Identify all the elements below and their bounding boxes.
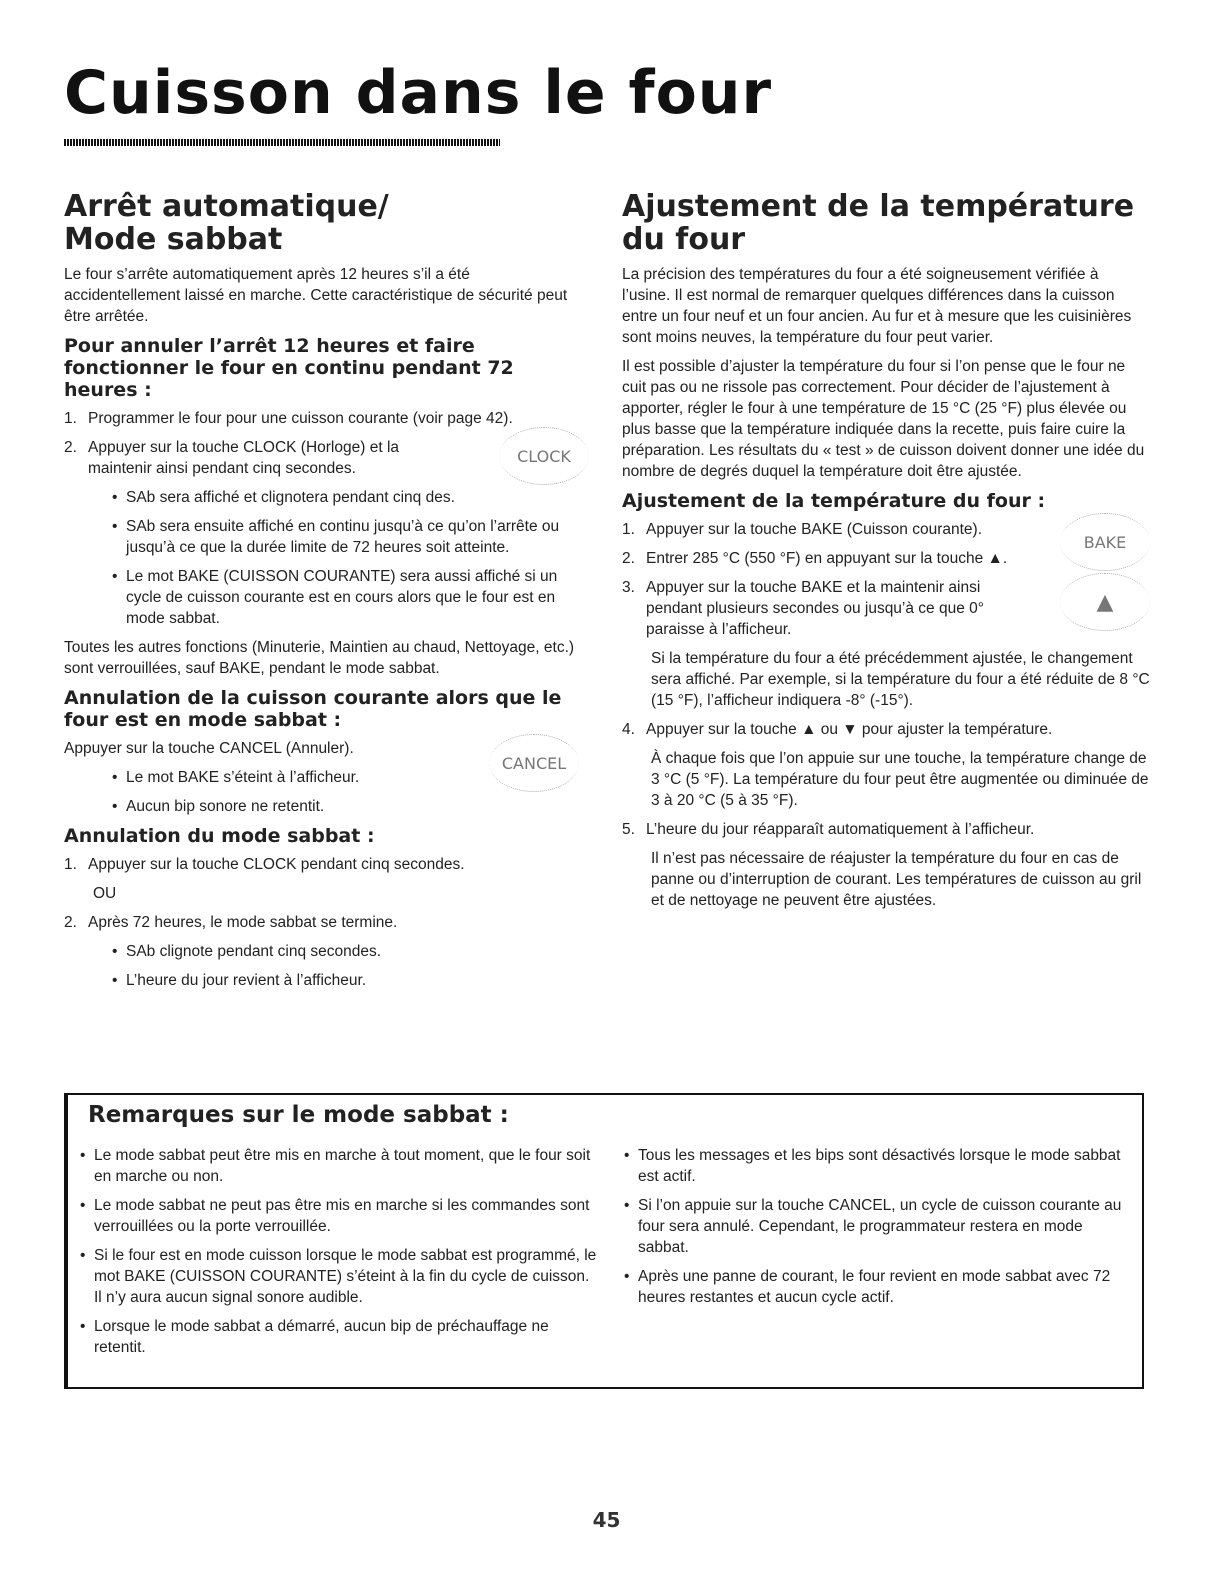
locked-functions-paragraph: Toutes les autres fonctions (Minuterie, Maintien au chaud, Nettoyage, etc.) sont verrouillées, sauf BAKE, pendant le mode sabbat. <box>64 639 575 677</box>
bullet-item: • L’heure du jour revient à l’afficheur. <box>112 972 367 989</box>
step-item: 3. Appuyer sur la touche BAKE et la maintenir ainsi pendant plusieurs secondes ou jusqu’à ce que 0° paraisse à l’afficheur. ▲ <box>622 577 1150 640</box>
bullet-item: • SAb clignote pendant cinq secondes. <box>112 943 382 960</box>
bullet-item: • Le mot BAKE (CUISSON COURANTE) sera aussi affiché si un cycle de cuisson courante est en cours alors que le four est en mode sabbat. <box>112 568 558 627</box>
step-note: À chaque fois que l’on appuie sur une touche, la température change de 3 °C (5 °F). La température du four peut être augmentée ou diminuée de 3 à 20 °C (5 à 35 °F). <box>651 750 1149 809</box>
right-column <box>622 190 1150 919</box>
step-note: Il n’est pas nécessaire de réajuster la température du four en cas de panne ou d’interruption de courant. Les températures de cuisson au gril et de nettoyage ne peuvent être ajustées. <box>651 850 1142 909</box>
left-column <box>64 190 589 999</box>
step-item: 1. Appuyer sur la touche BAKE (Cuisson courante). <box>622 521 983 538</box>
subheading-adjust: Ajustement de la température du four : <box>622 490 1046 512</box>
steps-1-2 <box>622 519 1150 569</box>
step-item: 1. Appuyer sur la touche CLOCK pendant cinq secondes. <box>64 856 465 873</box>
bullet-item: • SAb sera ensuite affiché en continu jusqu’à ce qu’on l’arrête ou jusqu’à ce que la durée limite de 72 heures soit atteinte. <box>112 518 560 556</box>
section-title-sabbath: Arrêt automatique/ Mode sabbat <box>64 189 389 257</box>
bullet-item: • Le mode sabbat peut être mis en marche à tout moment, que le four soit en marche ou non. <box>80 1147 591 1185</box>
subheading-cancel-shutoff: Pour annuler l’arrêt 12 heures et faire fonctionner le four en continu pendant 72 heures : <box>64 335 514 401</box>
bullet-item: • Si le four est en mode cuisson lorsque le mode sabbat est programmé, le mot BAKE (CUISSON COURANTE) s’éteint à la fin du cycle de cuisson. Il n’y aura aucun signal sonore audible. <box>80 1247 597 1306</box>
bullet-item: • SAb sera affiché et clignotera pendant cinq des. <box>112 489 455 506</box>
step-item: 2. Appuyer sur la touche CLOCK (Horloge) et la maintenir ainsi pendant cinq secondes. CLOCK <box>64 437 589 479</box>
step-item: 5. L’heure du jour réapparaît automatiquement à l’afficheur. <box>622 821 1035 838</box>
subheading-cancel-bake: Annulation de la cuisson courante alors que le four est en mode sabbat : <box>64 687 562 731</box>
bullet-item: • Le mode sabbat ne peut pas être mis en marche si les commandes sont verrouillées ou la porte verrouillée. <box>80 1197 590 1235</box>
accuracy-paragraph: La précision des températures du four a été soigneusement vérifiée à l’usine. Il est normal de remarquer quelques différences dans la cuisson entre un four neuf et un four ancien. Au fur et à mesure que les cuisinières sont moins neuves, la température du four peut varier. <box>622 266 1132 346</box>
step-note: Si la température du four a été précédemment ajustée, le changement sera affiché. Par exemple, si la température du four a été réduite de 8 °C (15 °F), l’afficheur indiquera -8° (-15°). <box>651 650 1150 709</box>
bullet-item: • Après une panne de courant, le four revient en mode sabbat avec 72 heures restantes et aucun cycle actif. <box>624 1268 1111 1306</box>
notes-left-column <box>80 1145 600 1366</box>
bullet-item: • Le mot BAKE s’éteint à l’afficheur. <box>112 769 360 786</box>
up-arrow-key-icon: ▲ <box>1060 573 1150 631</box>
bullet-item: • Lorsque le mode sabbat a démarré, aucun bip de préchauffage ne retentit. <box>80 1318 549 1356</box>
cancel-block: Appuyer sur la touche CANCEL (Annuler). CANCEL • Le mot BAKE s’éteint à l’afficheur. • Aucun bip sonore ne retentit. <box>64 738 589 817</box>
intro-paragraph: Le four s’arrête automatiquement après 12 heures s’il a été accidentellement laissé en marche. Cette caractéristique de sécurité peut être arrêtée. <box>64 266 568 325</box>
clock-key-icon: CLOCK <box>499 427 589 485</box>
bullet-item: • Tous les messages et les bips sont désactivés lorsque le mode sabbat est actif. <box>624 1147 1121 1185</box>
adjust-paragraph: Il est possible d’ajuster la température du four si l’on pense que le four ne cuit pas ou ne rissole pas correctement. Pour décider de l’ajustement à apporter, régler le four à une température de 15 °C (25 °F) plus élevée ou plus basse que la température indiquée dans la recette, puis faire cuire la préparation. Les résultats du « test » de cuisson doivent donner une idée du nombre de degrés duquel la température doit être ajustée. <box>622 358 1145 480</box>
notes-title: Remarques sur le mode sabbat : <box>88 1102 509 1128</box>
page-title: Cuisson dans le four <box>64 58 773 128</box>
bullet-item: • Aucun bip sonore ne retentit. <box>112 798 325 815</box>
cancel-key-icon: CANCEL <box>489 734 579 792</box>
bullet-item: • Si l’on appuie sur la touche CANCEL, un cycle de cuisson courante au four sera annulé. Cependant, le programmateur restera en mode sabbat. <box>624 1197 1122 1256</box>
title-rule <box>64 139 500 146</box>
notes-right-column <box>624 1145 1124 1316</box>
page-number: 45 <box>592 1508 621 1532</box>
or-label: OU <box>93 885 117 902</box>
sabbath-notes-box <box>64 1093 1144 1389</box>
bake-key-icon: BAKE <box>1060 513 1150 571</box>
step-item: 2. Entrer 285 °C (550 °F) en appuyant sur la touche ▲. <box>622 550 1008 567</box>
step-item: 2. Après 72 heures, le mode sabbat se termine. <box>64 914 398 931</box>
section-title-temperature: Ajustement de la température du four <box>622 189 1135 257</box>
step-item: 1. Programmer le four pour une cuisson courante (voir page 42). <box>64 410 513 427</box>
subheading-cancel-sabbath: Annulation du mode sabbat : <box>64 825 375 847</box>
step-item: 4. Appuyer sur la touche ▲ ou ▼ pour ajuster la température. <box>622 721 1053 738</box>
